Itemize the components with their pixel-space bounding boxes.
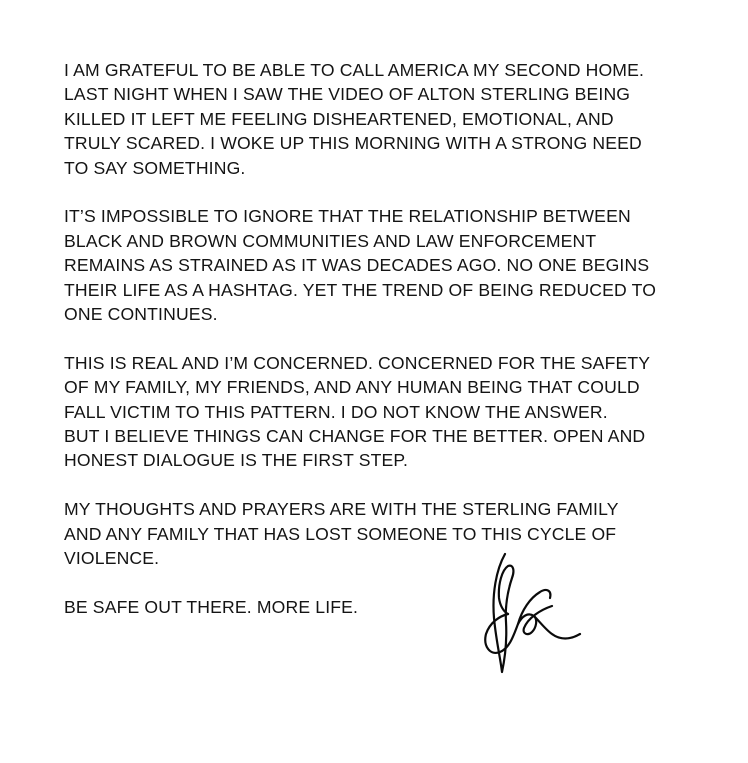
handwritten-signature <box>478 548 584 676</box>
text-line: TRULY SCARED. I WOKE UP THIS MORNING WITH A STRONG NEED <box>64 133 642 154</box>
paragraph-5 <box>64 595 704 619</box>
paragraph-1 <box>64 58 704 180</box>
text-line: AND ANY FAMILY THAT HAS LOST SOMEONE TO THIS CYCLE OF <box>64 523 617 544</box>
paragraph-2 <box>64 204 704 326</box>
text-line: HONEST DIALOGUE IS THE FIRST STEP. <box>64 450 409 471</box>
text-line: KILLED IT LEFT ME FEELING DISHEARTENED, EMOTIONAL, AND <box>64 108 614 129</box>
signature-main-stroke <box>493 554 513 672</box>
text-line: BUT I BELIEVE THINGS CAN CHANGE FOR THE BETTER. OPEN AND <box>64 426 646 447</box>
text-line: MY THOUGHTS AND PRAYERS ARE WITH THE STERLING FAMILY <box>64 499 619 520</box>
text-line: LAST NIGHT WHEN I SAW THE VIDEO OF ALTON STERLING BEING <box>64 84 631 105</box>
text-line: OF MY FAMILY, MY FRIENDS, AND ANY HUMAN BEING THAT COULD <box>64 377 640 398</box>
paragraph-4 <box>64 497 704 570</box>
paragraph-3 <box>64 351 704 473</box>
text-line: VIOLENCE. <box>64 548 160 569</box>
text-line: FALL VICTIM TO THIS PATTERN. I DO NOT KNOW THE ANSWER. <box>64 401 608 422</box>
signature-upper-stroke <box>518 590 550 624</box>
sign-off-line: BE SAFE OUT THERE. MORE LIFE. <box>64 596 359 617</box>
signature-tail-stroke <box>534 616 580 639</box>
text-line: I AM GRATEFUL TO BE ABLE TO CALL AMERICA MY SECOND HOME. <box>64 60 645 80</box>
text-line: IT’S IMPOSSIBLE TO IGNORE THAT THE RELATIONSHIP BETWEEN <box>64 206 631 227</box>
text-line: TO SAY SOMETHING. <box>64 157 246 178</box>
text-line: ONE CONTINUES. <box>64 304 218 325</box>
text-line: BLACK AND BROWN COMMUNITIES AND LAW ENFORCEMENT <box>64 230 597 251</box>
text-line: REMAINS AS STRAINED AS IT WAS DECADES AGO. NO ONE BEGINS <box>64 255 650 276</box>
letter-body <box>64 58 704 644</box>
text-line: THIS IS REAL AND I’M CONCERNED. CONCERNED FOR THE SAFETY <box>64 352 651 373</box>
text-line: THEIR LIFE AS A HASHTAG. YET THE TREND OF BEING REDUCED TO <box>64 279 657 300</box>
